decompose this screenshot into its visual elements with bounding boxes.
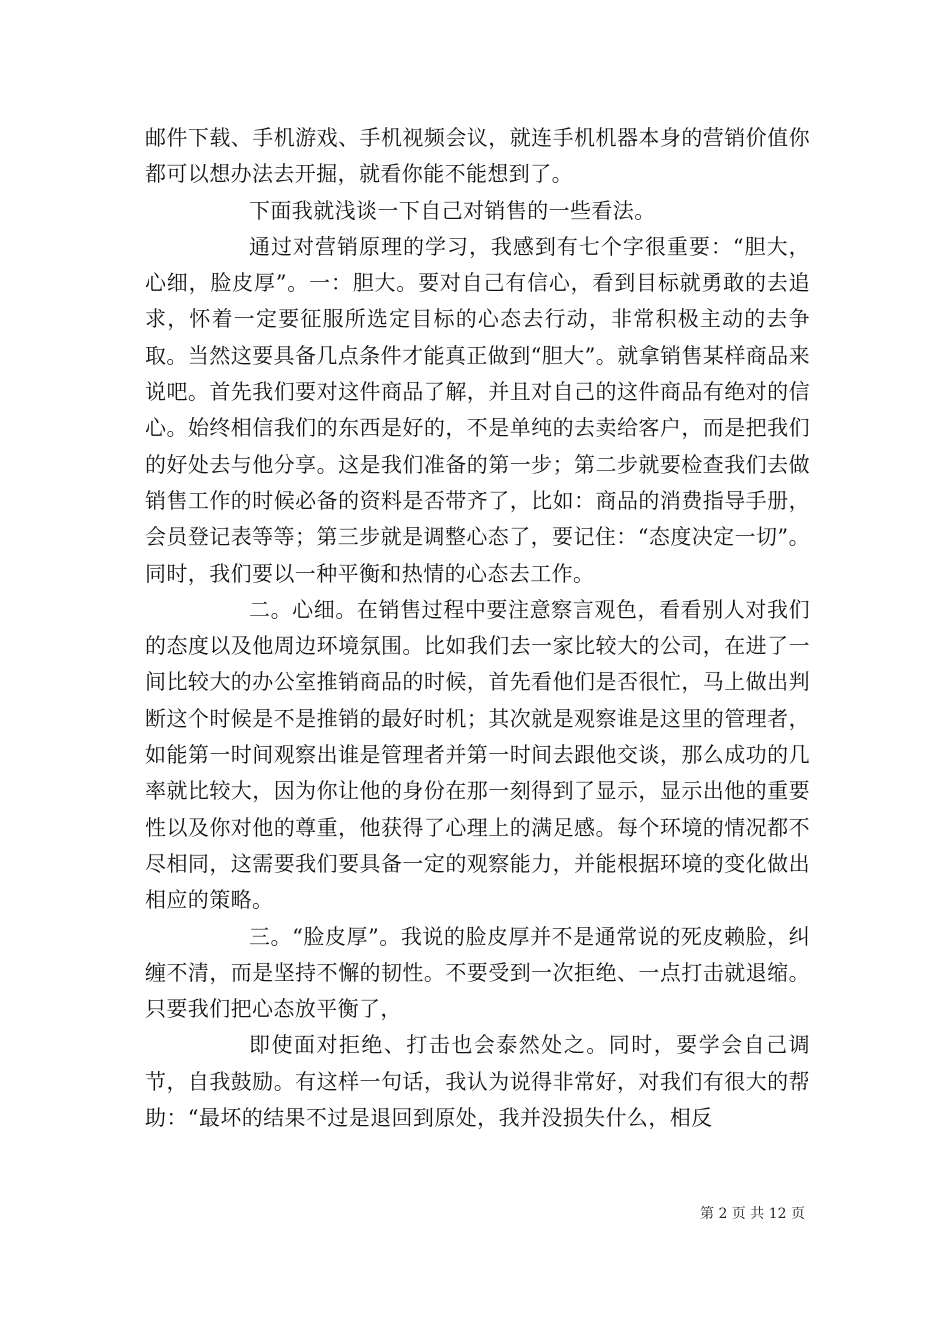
paragraph-5: 三。“脸皮厚”。我说的脸皮厚并不是通常说的死皮赖脸，纠缠不清，而是坚持不懈的韧性。不要受到一次拒绝、一点打击就退缩。只要我们把心态放平衡了， bbox=[145, 924, 810, 1022]
paragraph-6: 即使面对拒绝、打击也会泰然处之。同时，要学会自己调节，自我鼓励。有这样一句话，我认为说得非常好，对我们有很大的帮助：“最坏的结果不过是退回到原处，我并没损失什么，相反 bbox=[145, 1033, 810, 1131]
document-body bbox=[145, 120, 810, 1136]
paragraph-3: 通过对营销原理的学习，我感到有七个字很重要：“胆大，心细，脸皮厚”。一：胆大。要对自己有信心，看到目标就勇敢的去追求，怀着一定要征服所选定目标的心态去行动，非常积极主动的去争取。当然这要具备几点条件才能真正做到“胆大”。就拿销售某样商品来说吧。首先我们要对这件商品了解，并且对自己的这件商品有绝对的信心。始终相信我们的东西是好的，不是单纯的去卖给客户，而是把我们的好处去与他分享。这是我们准备的第一步；第二步就要检查我们去做销售工作的时候必备的资料是否带齐了，比如：商品的消费指导手册，会员登记表等等；第三步就是调整心态了，要记住：“态度决定一切”。同时，我们要以一种平衡和热情的心态去工作。 bbox=[145, 234, 810, 586]
paragraph-1: 邮件下载、手机游戏、手机视频会议，就连手机机器本身的营销价值你都可以想办法去开掘，就看你能不能想到了。 bbox=[145, 126, 810, 187]
page-number-footer: 第 2 页 共 12 页 bbox=[700, 1206, 805, 1222]
paragraph-4: 二。心细。在销售过程中要注意察言观色，看看别人对我们的态度以及他周边环境氛围。比如我们去一家比较大的公司，在进了一间比较大的办公室推销商品的时候，首先看他们是否很忙，马上做出判断这个时候是不是推销的最好时机；其次就是观察谁是这里的管理者，如能第一时间观察出谁是管理者并第一时间去跟他交谈，那么成功的几率就比较大，因为你让他的身份在那一刻得到了显示，显示出他的重要性以及你对他的尊重，他获得了心理上的满足感。每个环境的情况都不尽相同，这需要我们要具备一定的观察能力，并能根据环境的变化做出相应的策略。 bbox=[145, 597, 810, 913]
paragraph-2: 下面我就浅谈一下自己对销售的一些看法。 bbox=[249, 198, 656, 223]
